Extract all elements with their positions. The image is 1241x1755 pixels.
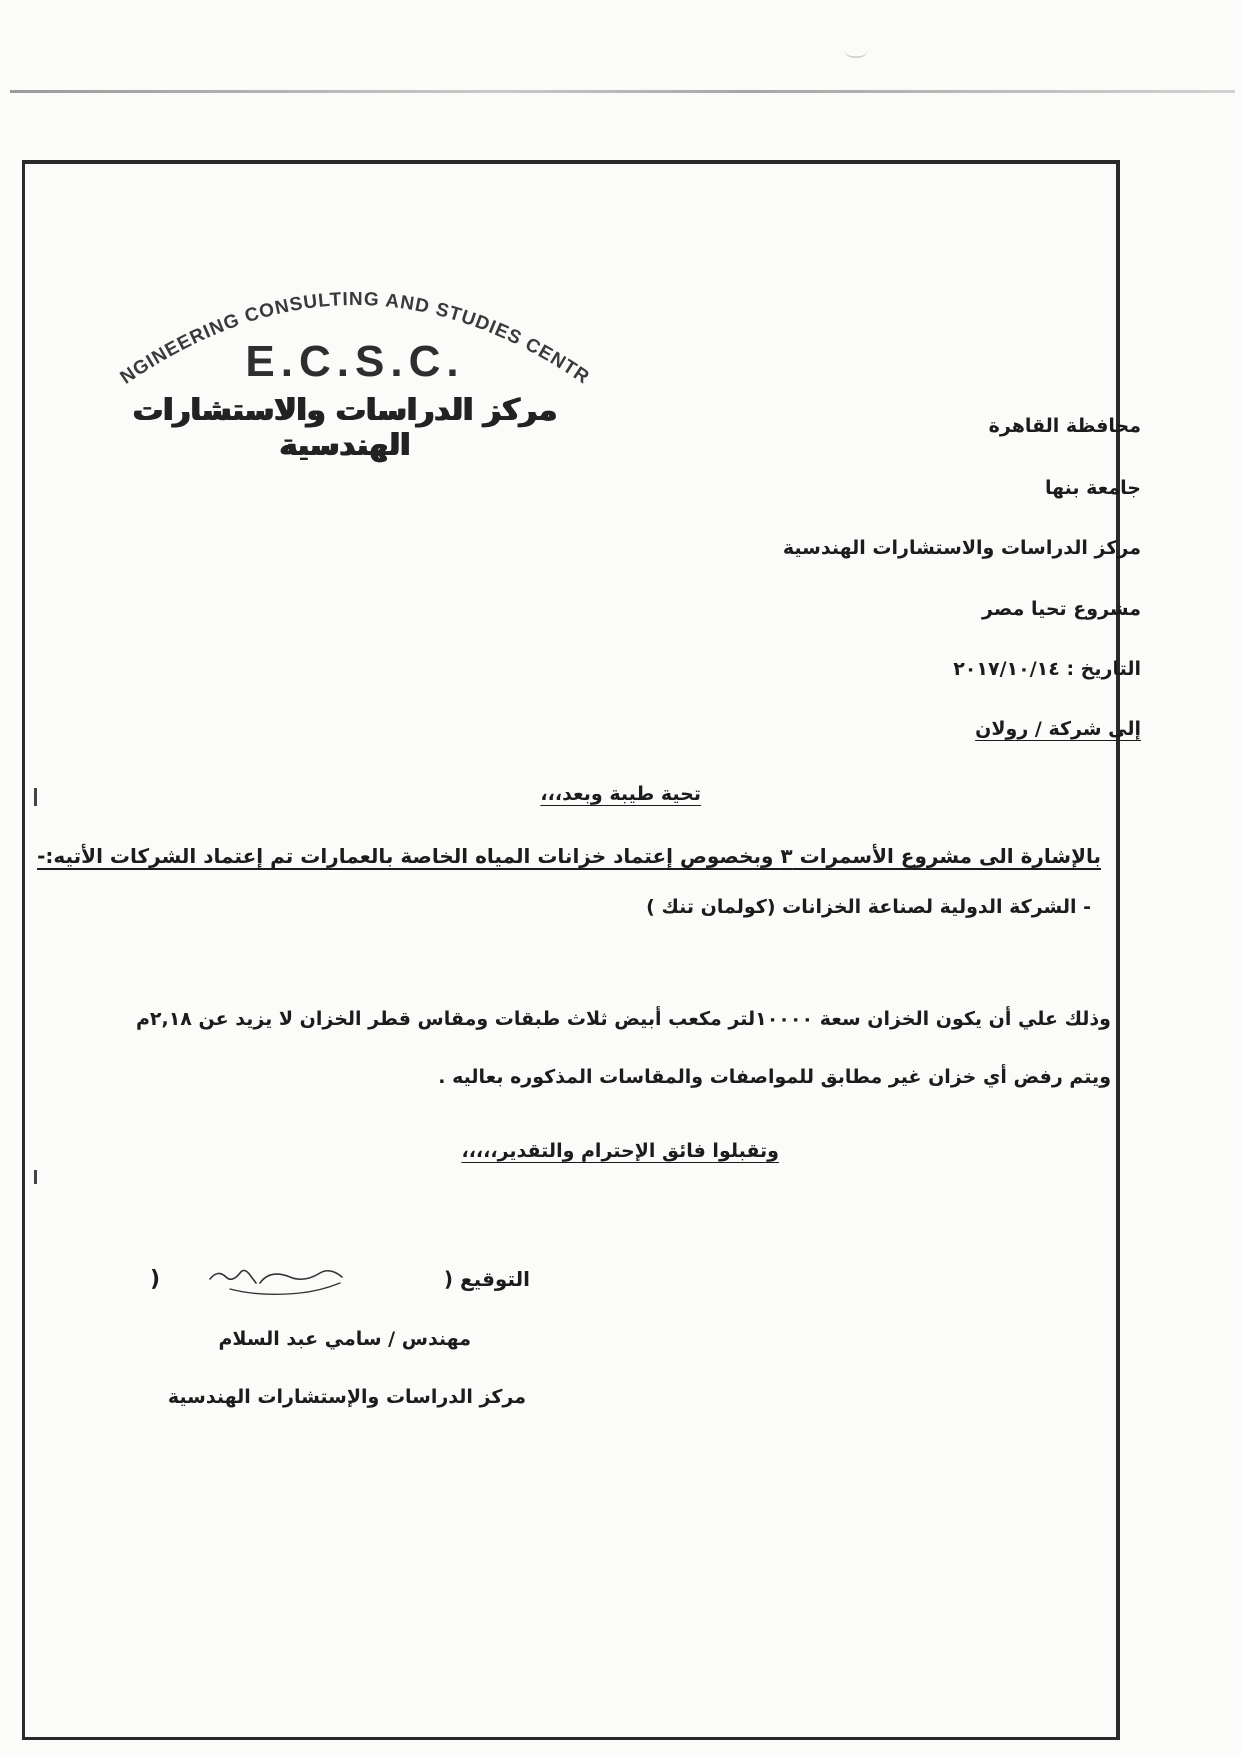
handwritten-signature [190, 1259, 360, 1305]
ecsc-logo [105, 265, 605, 463]
header-university: جامعة بنها [1044, 477, 1141, 499]
binding-mark [34, 1170, 37, 1184]
logo-arabic-name: مركز الدراسات والاستشارات الهندسية [132, 393, 558, 463]
signature-label: التوقيع ( [443, 1267, 530, 1291]
signature-line [150, 1265, 530, 1305]
svg-text:ENGINEERING CONSULTING AND STU: NGINEERING CONSULTING AND STUDIES CENTR [116, 288, 594, 389]
header-project: مشروع تحيا مصر [982, 598, 1141, 620]
closing: وتقبلوا فائق الإحترام والتقدير،،،،، [461, 1140, 779, 1162]
subject-line: بالإشارة الى مشروع الأسمرات ٣ وبخصوص إعتماد خزانات المياه الخاصة بالعمارات تم إعتماد الشركات الأتيه:- [37, 844, 1101, 868]
scan-artifact [845, 50, 867, 58]
signature-close-paren: ) [150, 1267, 161, 1292]
recipient: إلى شركة / رولان [975, 718, 1141, 740]
logo-abbreviation: E.C.S.C. [245, 337, 465, 386]
body-line-capacity: وذلك علي أن يكون الخزان سعة ١٠٠٠٠لتر مكعب أبيض ثلاث طبقات ومقاس قطر الخزان لا يزيد عن ٢,١٨م [135, 1008, 1111, 1030]
binding-mark [34, 788, 37, 806]
header-governorate: محافظة القاهرة [988, 415, 1141, 437]
scan-edge-line [10, 90, 1235, 93]
header-center: مركز الدراسات والاستشارات الهندسية [782, 537, 1141, 559]
engineer-name: مهندس / سامي عبد السلام [218, 1328, 471, 1350]
greeting: تحية طيبة وبعد،،، [540, 783, 701, 805]
header-date: التاريخ : ٢٠١٧/١٠/١٤ [953, 658, 1141, 680]
body-line-rejection: ويتم رفض أي خزان غير مطابق للمواصفات والمقاسات المذكوره بعاليه . [438, 1066, 1111, 1088]
approved-company: - الشركة الدولية لصناعة الخزانات (كولمان تنك ) [646, 896, 1091, 918]
signature-organization: مركز الدراسات والإستشارات الهندسية [167, 1386, 526, 1408]
